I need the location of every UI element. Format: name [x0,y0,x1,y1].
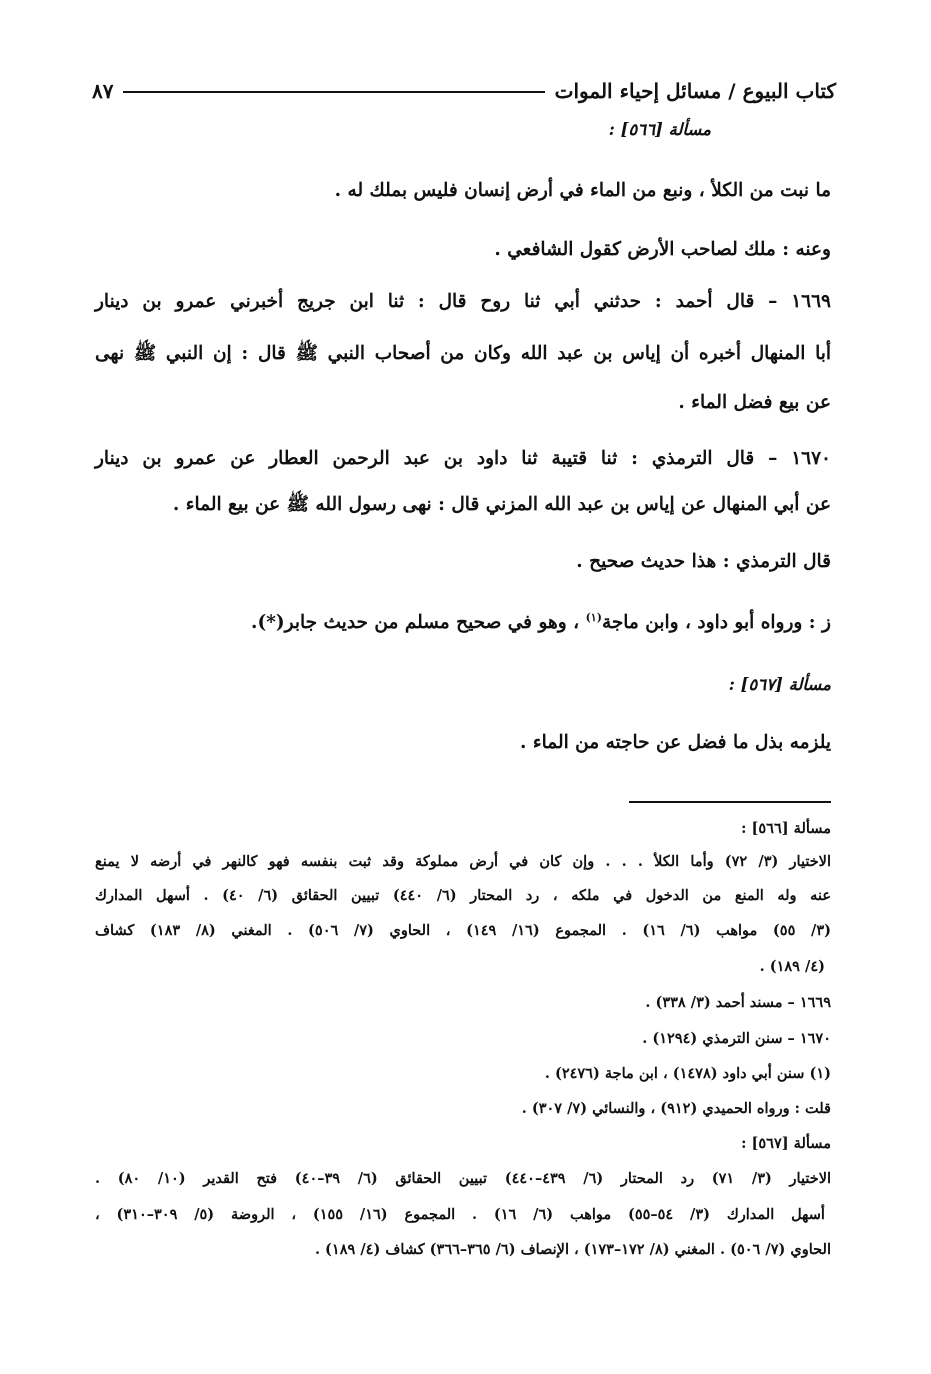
hadith-1669-line: ١٦٦٩ – قال أحمد : حدثني أبي ثنا روح قال : ثنا ابن جريج أخبرني عمرو بن دينار [95,291,831,312]
footnote-line: (٤/ ١٨٩) . [759,958,825,975]
body-paragraph: ما نبت من الكلأ ، ونبع من الماء في أرض إنسان فليس بملك له . [334,180,831,201]
footnote-line: قلت : ورواه الحميدي (٩١٢) ، والنسائي (٧/ ٣٠٧) . [521,1100,831,1117]
body-paragraph: وعنه : ملك لصاحب الأرض كقول الشافعي . [494,239,831,260]
footnote-line: (١) سنن أبي داود (١٤٧٨) ، ابن ماجة (٢٤٧٦) . [544,1065,831,1082]
hadith-1670-line: عن أبي المنهال عن إياس بن عبد الله المزني قال : نهى رسول الله ﷺ عن بيع الماء . [172,494,831,515]
footnote-separator [629,801,831,803]
footnote-line: (٣/ ٥٥) مواهب (٦/ ١٦) . المجموع (١٦/ ١٤٩) ، الحاوي (٧/ ٥٠٦) . المغني (٨/ ١٨٣) كشاف [95,922,831,939]
footnote-line: الحاوي (٧/ ٥٠٦) . المغني (٨/ ١٧٢–١٧٣) ، الإنصاف (٦/ ٣٦٥–٣٦٦) كشاف (٤/ ١٨٩) . [314,1241,831,1258]
footnote-line: عنه وله المنع من الدخول في ملكه ، رد المحتار (٦/ ٤٤٠) تبيين الحقائق (٦/ ٤٠) . أسهل المدارك [95,887,831,904]
footnote-heading: مسألة [٥٦٦] : [741,820,831,837]
footnote-line: ١٦٦٩ – مسند أحمد (٣/ ٣٣٨) . [645,994,831,1011]
issue-heading-567: مسألة [٥٦٧] : [728,675,831,694]
footnote-line: الاختيار (٣/ ٧٢) وأما الكلأ . . . وإن كان في أرض مملوكة وقد ثبت بنفسه فهو كالنهر في أرضه لا يمنع [95,853,831,870]
footnote-ref: (١) [585,611,602,624]
page-number: ٨٧ [92,79,114,103]
footnote-line: الاختيار (٣/ ٧١) رد المحتار (٦/ ٤٣٩–٤٤٠) تبيين الحقائق (٦/ ٣٩–٤٠) فتح القدير (١٠/ ٨٠) . [95,1170,831,1187]
hadith-1670-line: ١٦٧٠ – قال الترمذي : ثنا قتيبة ثنا داود بن عبد الرحمن العطار عن عمرو بن دينار [95,448,831,469]
issue-heading-566: مسألة [٥٦٦] : [608,120,711,139]
body-paragraph: يلزمه بذل ما فضل عن حاجته من الماء . [520,732,831,753]
running-header [92,74,836,108]
addition-note [251,611,831,633]
tirmidhi-grading: قال الترمذي : هذا حديث صحيح . [576,551,831,572]
hadith-1669-line: أبا المنهال أخبره أن إياس بن عبد الله وكان من أصحاب النبي ﷺ قال : إن النبي ﷺ نهى [95,343,831,364]
addition-note-text: ، وهو في صحيح مسلم من حديث جابر(*). [251,612,580,634]
header-rule [123,91,544,93]
hadith-1669-line: عن بيع فضل الماء . [678,392,831,413]
addition-note-text: ز : ورواه أبو داود ، وابن ماجة [601,612,831,634]
chapter-title: كتاب البيوع / مسائل إحياء الموات [554,79,836,103]
footnote-heading: مسألة [٥٦٧] : [741,1135,831,1152]
footnote-line: أسهل المدارك (٣/ ٥٤–٥٥) مواهب (٦/ ١٦) . المجموع (١٦/ ١٥٥) ، الروضة (٥/ ٣٠٩–٣١٠) ، [95,1206,825,1223]
footnote-line: ١٦٧٠ – سنن الترمذي (١٢٩٤) . [642,1030,831,1047]
